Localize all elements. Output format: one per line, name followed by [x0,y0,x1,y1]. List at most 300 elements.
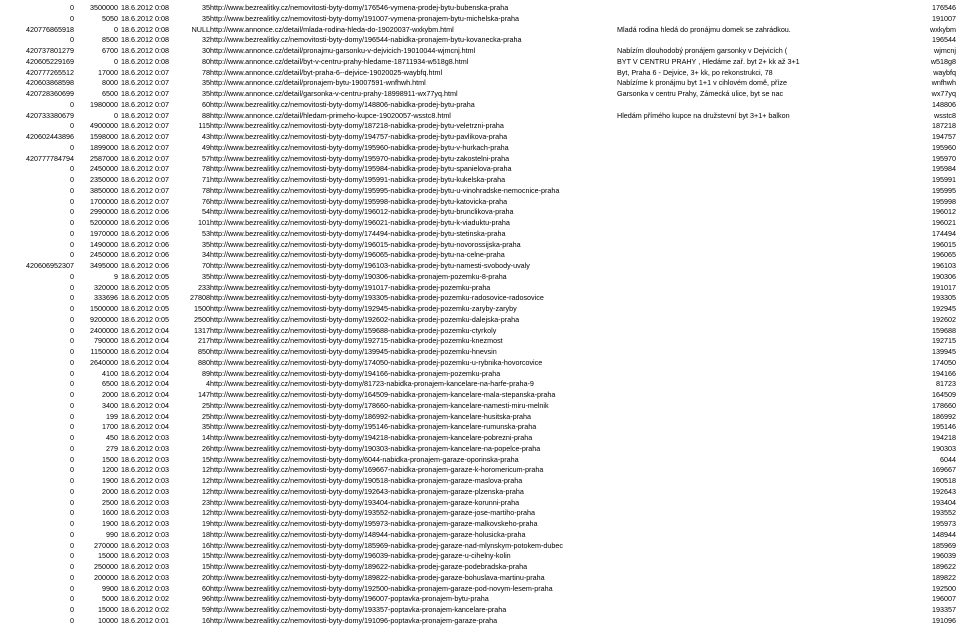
cell-id: wnfhwh [931,78,956,88]
cell-phone: 0 [70,271,74,281]
cell-id: 174494 [932,228,956,238]
cell-area: 26 [202,443,210,453]
cell-id: 196015 [932,239,956,249]
cell-id: 190306 [932,271,956,281]
table-row [0,217,960,228]
cell-url: http://www.bezrealitky.cz/nemovitosti-byty-domy/192715-nabidka-prodej-pozemku-knezmost [210,336,503,346]
cell-url: http://www.bezrealitky.cz/nemovitosti-byty-domy/191007-vymena-pronajem-bytu-michelska-praha [210,13,520,23]
cell-phone: 0 [70,562,74,571]
cell-area: 233 [198,282,210,292]
cell-url: http://www.bezrealitky.cz/nemovitosti-byty-domy/191096-poptavka-pronajem-garaze-praha [210,615,498,625]
cell-description: Hledám přímého kupce na družstevní byt 3+1+ balkon [617,110,790,120]
cell-id: 191007 [932,13,956,23]
table-row [0,185,960,196]
cell-area: 89 [202,368,210,378]
table-row [0,163,960,174]
cell-price: 4100 [102,368,118,378]
cell-phone: 0 [70,476,74,485]
cell-url: http://www.bezrealitky.cz/nemovitosti-byty-domy/192602-nabidka-prodej-pozemku-dalejska-praha [210,314,520,324]
cell-price: 1970000 [90,228,118,238]
cell-url: http://www.bezrealitky.cz/nemovitosti-byty-domy/81723-nabidka-pronajem-kancelare-na-harfe-praha-9 [210,379,534,389]
table-row [0,604,960,615]
cell-url: http://www.bezrealitky.cz/nemovitosti-byty-domy/196065-nabidka-prodej-bytu-na-celne-praha [210,250,505,260]
cell-id: 159688 [932,325,956,335]
cell-date: 18.6.2012 0:05 [121,304,169,313]
cell-date: 18.6.2012 0:04 [121,422,169,432]
cell-date: 18.6.2012 0:03 [121,583,169,593]
table-row [0,303,960,314]
cell-id: 139945 [932,347,956,356]
cell-price: 8500 [102,35,118,45]
cell-url: http://www.bezrealitky.cz/nemovitosti-byty-domy/195973-nabidka-pronajem-garaze-malkovskeho-praha [210,519,538,528]
cell-price: 1500 [102,454,118,464]
cell-phone: 0 [70,239,74,249]
cell-phone: 0 [70,282,74,292]
table-row [0,206,960,217]
cell-date: 18.6.2012 0:08 [121,56,169,66]
cell-url: http://www.bezrealitky.cz/nemovitosti-byty-domy/195998-nabidka-prodej-bytu-katovicka-praha [210,196,508,206]
cell-date: 18.6.2012 0:08 [121,13,169,23]
table-row [0,454,960,465]
cell-area: 15 [202,551,210,561]
cell-area: 115 [198,121,210,131]
cell-area: 850 [198,347,210,356]
cell-date: 18.6.2012 0:07 [121,78,169,88]
cell-id: 191017 [932,282,956,292]
cell-date: 18.6.2012 0:07 [121,67,169,77]
table-row [0,2,960,13]
cell-url: http://www.bezrealitky.cz/nemovitosti-byty-domy/187218-nabidka-prodej-bytu-veletrzni-praha [210,121,504,131]
cell-url: http://www.annonce.cz/detail/hledam-primeho-kupce-19020057-wsstc8.html [210,110,451,120]
cell-date: 18.6.2012 0:02 [121,594,169,604]
cell-phone: 0 [70,3,74,12]
cell-date: 18.6.2012 0:03 [121,572,169,582]
cell-phone: 0 [70,497,74,507]
table-row [0,368,960,379]
cell-date: 18.6.2012 0:06 [121,250,169,260]
cell-date: 18.6.2012 0:02 [121,605,169,614]
cell-url: http://www.annonce.cz/detail/byt-v-centru-prahy-hledame-18711934-w518g8.html [210,56,469,66]
cell-phone: 0 [70,13,74,23]
cell-url: http://www.bezrealitky.cz/nemovitosti-byty-domy/139945-nabidka-prodej-pozemku-hnevsin [210,347,497,356]
cell-date: 18.6.2012 0:04 [121,357,169,367]
cell-price: 5200000 [90,218,118,227]
table-row [0,174,960,185]
cell-date: 18.6.2012 0:08 [121,3,169,12]
cell-area: 35 [202,422,210,432]
cell-url: http://www.bezrealitky.cz/nemovitosti-byty-domy/194166-nabidka-pronajem-pozemku-praha [210,368,501,378]
cell-price: 3400 [102,400,118,410]
cell-url: http://www.bezrealitky.cz/nemovitosti-byty-domy/196015-nabidka-prodej-bytu-novorossijska-praha [210,239,521,249]
cell-url: http://www.bezrealitky.cz/nemovitosti-byty-domy/196039-nabidka-prodej-garaze-u-cihelny-kolin [210,551,511,561]
cell-id: 190303 [932,443,956,453]
cell-area: 43 [202,132,210,141]
table-row [0,314,960,325]
table-row [0,99,960,110]
table-row [0,518,960,529]
cell-price: 17000 [98,67,118,77]
table-row [0,572,960,583]
table-row [0,561,960,572]
table-row [0,615,960,626]
table-row [0,421,960,432]
cell-price: 450 [106,433,118,442]
cell-phone: 420776865918 [26,24,74,34]
table-row [0,45,960,56]
cell-date: 18.6.2012 0:03 [121,486,169,496]
cell-url: http://www.annonce.cz/detail/pronajmu-garsonku-v-dejvicich-19010044-wjmcnj.html [210,46,476,55]
cell-price: 0 [114,24,118,34]
table-row [0,34,960,45]
cell-url: http://www.annonce.cz/detail/byt-praha-6--dejvice-19020025-waybfq.html [210,67,443,77]
cell-area: 19 [202,519,210,528]
table-row [0,56,960,67]
cell-date: 18.6.2012 0:04 [121,390,169,399]
cell-price: 990 [106,529,118,539]
cell-area: 147 [198,390,210,399]
cell-date: 18.6.2012 0:04 [121,411,169,421]
cell-id: 195973 [932,519,956,528]
cell-url: http://www.bezrealitky.cz/nemovitosti-byty-domy/193305-nabidka-prodej-pozemku-radosovice-radosovice [210,293,544,303]
cell-area: 35 [202,13,210,23]
cell-price: 1490000 [90,239,118,249]
cell-phone: 0 [70,400,74,410]
cell-phone: 0 [70,207,74,217]
cell-price: 1980000 [90,99,118,109]
cell-id: 164509 [932,390,956,399]
cell-area: 70 [202,261,210,270]
cell-price: 2000 [102,486,118,496]
cell-id: 81723 [936,379,956,389]
cell-id: 187218 [932,121,956,131]
cell-phone: 420737801279 [26,46,74,55]
cell-date: 18.6.2012 0:08 [121,24,169,34]
cell-phone: 0 [70,218,74,227]
cell-phone: 420602443896 [26,132,74,141]
table-row [0,432,960,443]
cell-price: 1700000 [90,196,118,206]
cell-id: 196103 [932,261,956,270]
cell-area: 96 [202,594,210,604]
cell-phone: 0 [70,572,74,582]
cell-url: http://www.bezrealitky.cz/nemovitosti-byty-domy/195146-nabidka-pronajem-kancelare-rumunska-praha [210,422,537,432]
cell-id: 189822 [932,572,956,582]
cell-area: 2500 [194,314,210,324]
cell-date: 18.6.2012 0:04 [121,325,169,335]
cell-price: 1150000 [90,347,118,356]
cell-price: 2587000 [90,153,118,163]
cell-area: 71 [202,175,210,184]
cell-price: 333696 [94,293,118,303]
cell-price: 2000 [102,390,118,399]
cell-price: 2450000 [90,164,118,174]
table-row [0,249,960,260]
cell-date: 18.6.2012 0:03 [121,454,169,464]
cell-id: 192643 [932,486,956,496]
cell-phone: 0 [70,250,74,260]
cell-url: http://www.bezrealitky.cz/nemovitosti-byty-domy/195984-nabidka-prodej-bytu-spanielova-praha [210,164,512,174]
cell-id: 6044 [940,454,956,464]
cell-date: 18.6.2012 0:07 [121,175,169,184]
cell-price: 1200 [102,465,118,475]
cell-area: 27808 [190,293,210,303]
cell-id: 193357 [932,605,956,614]
cell-id: 169667 [932,465,956,475]
cell-id: 195995 [932,185,956,195]
cell-price: 6500 [102,379,118,389]
cell-id: 194218 [932,433,956,442]
cell-price: 9900 [102,583,118,593]
cell-price: 2500 [102,497,118,507]
cell-price: 0 [114,110,118,120]
table-row [0,411,960,422]
cell-date: 18.6.2012 0:05 [121,293,169,303]
cell-description: Garsonka v centru Prahy, Zámecká ulice, byt se nac [617,89,784,98]
cell-url: http://www.annonce.cz/detail/mlada-rodina-hleda-do-19020037-wxkybm.html [210,24,454,34]
cell-id: 196012 [932,207,956,217]
cell-date: 18.6.2012 0:03 [121,562,169,571]
table-row [0,357,960,368]
cell-id: 196544 [932,35,956,45]
cell-area: 49 [202,142,210,152]
cell-date: 18.6.2012 0:07 [121,185,169,195]
cell-id: 193305 [932,293,956,303]
cell-id: 192602 [932,314,956,324]
cell-date: 18.6.2012 0:08 [121,35,169,45]
cell-id: 192715 [932,336,956,346]
table-row [0,239,960,250]
cell-id: 148944 [932,529,956,539]
cell-date: 18.6.2012 0:07 [121,142,169,152]
cell-url: http://www.bezrealitky.cz/nemovitosti-byty-domy/190306-nabidka-pronajem-pozemku-8-praha [210,271,507,281]
cell-phone: 420605229169 [26,56,74,66]
cell-phone: 0 [70,551,74,561]
cell-area: 23 [202,497,210,507]
cell-area: 12 [202,465,210,475]
table-row [0,497,960,508]
cell-phone: 0 [70,99,74,109]
cell-phone: 0 [70,185,74,195]
cell-price: 9 [114,271,118,281]
cell-phone: 0 [70,583,74,593]
cell-area: 16 [202,540,210,550]
cell-url: http://www.annonce.cz/detail/garsonka-v-centru-prahy-18998911-wx77yq.html [210,89,458,98]
cell-date: 18.6.2012 0:07 [121,99,169,109]
cell-price: 2400000 [90,325,118,335]
cell-price: 15000 [98,551,118,561]
cell-id: 193404 [932,497,956,507]
cell-price: 3850000 [90,185,118,195]
cell-date: 18.6.2012 0:04 [121,368,169,378]
cell-date: 18.6.2012 0:04 [121,347,169,356]
table-row [0,88,960,99]
cell-area: 25 [202,400,210,410]
cell-date: 18.6.2012 0:07 [121,132,169,141]
cell-description: Nabízím dlouhodobý pronájem garsonky v Dejvicích ( [617,46,788,55]
cell-area: NULL [191,24,210,34]
cell-id: wx77yq [931,89,956,98]
cell-area: 15 [202,454,210,464]
cell-phone: 0 [70,465,74,475]
cell-date: 18.6.2012 0:04 [121,379,169,389]
cell-phone: 0 [70,379,74,389]
cell-date: 18.6.2012 0:06 [121,228,169,238]
cell-area: 4 [206,379,210,389]
cell-date: 18.6.2012 0:07 [121,153,169,163]
cell-area: 78 [202,67,210,77]
cell-area: 35 [202,78,210,88]
cell-phone: 420777784794 [26,153,74,163]
table-row [0,142,960,153]
cell-price: 4900000 [90,121,118,131]
cell-url: http://www.bezrealitky.cz/nemovitosti-byty-domy/189822-nabidka-prodej-garaze-bohuslava-martinu-praha [210,572,545,582]
cell-price: 2640000 [90,357,118,367]
cell-url: http://www.bezrealitky.cz/nemovitosti-byty-domy/196544-nabidka-pronajem-bytu-kovanecka-praha [210,35,522,45]
cell-id: 195998 [932,196,956,206]
cell-area: 880 [198,357,210,367]
cell-date: 18.6.2012 0:04 [121,400,169,410]
cell-area: 80 [202,56,210,66]
cell-phone: 0 [70,605,74,614]
cell-area: 30 [202,46,210,55]
cell-area: 35 [202,239,210,249]
cell-price: 1600 [102,508,118,518]
cell-price: 250000 [94,562,118,571]
table-row [0,131,960,142]
cell-price: 1899000 [90,142,118,152]
cell-phone: 0 [70,433,74,442]
cell-phone: 0 [70,454,74,464]
cell-url: http://www.bezrealitky.cz/nemovitosti-byty-domy/148944-nabidka-pronajem-garaze-holusicka-praha [210,529,526,539]
cell-id: 194166 [932,368,956,378]
cell-url: http://www.bezrealitky.cz/nemovitosti-byty-domy/196021-nabidka-prodej-bytu-k-viaduktu-praha [210,218,510,227]
cell-date: 18.6.2012 0:01 [121,615,169,625]
cell-id: 148806 [932,99,956,109]
cell-date: 18.6.2012 0:03 [121,529,169,539]
table-row [0,507,960,518]
table-row [0,593,960,604]
table-row [0,282,960,293]
cell-url: http://www.bezrealitky.cz/nemovitosti-byty-domy/193404-nabidka-pronajem-garaze-korunni-praha [210,497,520,507]
cell-date: 18.6.2012 0:03 [121,540,169,550]
cell-phone: 0 [70,121,74,131]
table-row [0,443,960,454]
cell-area: 1317 [194,325,210,335]
cell-price: 200000 [94,572,118,582]
cell-url: http://www.bezrealitky.cz/nemovitosti-byty-domy/190303-nabidka-pronajem-kancelare-na-popelce-praha [210,443,541,453]
cell-url: http://www.bezrealitky.cz/nemovitosti-byty-domy/176546-vymena-prodej-bytu-bubenska-praha [210,3,509,12]
cell-phone: 0 [70,314,74,324]
cell-url: http://www.bezrealitky.cz/nemovitosti-byty-domy/186992-nabidka-pronajem-kancelare-husitska-praha [210,411,532,421]
cell-price: 8000 [102,78,118,88]
table-row [0,77,960,88]
cell-id: 191096 [932,615,956,625]
cell-phone: 0 [70,390,74,399]
cell-price: 6700 [102,46,118,55]
cell-area: 12 [202,508,210,518]
table-row [0,325,960,336]
cell-url: http://www.bezrealitky.cz/nemovitosti-byty-domy/174050-nabidka-prodej-pozemku-u-rybnika-hovorcovice [210,357,543,367]
cell-area: 60 [202,583,210,593]
cell-price: 10000 [98,615,118,625]
cell-id: wjmcnj [934,46,956,55]
cell-price: 279 [106,443,118,453]
cell-area: 16 [202,615,210,625]
cell-url: http://www.bezrealitky.cz/nemovitosti-byty-domy/159688-nabidka-prodej-pozemku-ctyrkoly [210,325,497,335]
cell-area: 60 [202,99,210,109]
cell-area: 12 [202,476,210,485]
cell-url: http://www.bezrealitky.cz/nemovitosti-byty-domy/192500-nabidka-pronajem-garaze-pod-novym-lesem-praha [210,583,553,593]
cell-id: 174050 [932,357,956,367]
cell-id: 178660 [932,400,956,410]
cell-price: 5000 [102,594,118,604]
table-row [0,400,960,411]
cell-area: 34 [202,250,210,260]
table-row [0,378,960,389]
cell-area: 59 [202,605,210,614]
table-row [0,550,960,561]
cell-id: 195991 [932,175,956,184]
cell-area: 12 [202,486,210,496]
cell-url: http://www.bezrealitky.cz/nemovitosti-byty-domy/194218-nabidka-pronajem-kancelare-pobrezni-praha [210,433,533,442]
cell-date: 18.6.2012 0:03 [121,443,169,453]
cell-date: 18.6.2012 0:05 [121,271,169,281]
cell-url: http://www.bezrealitky.cz/nemovitosti-byty-domy/174494-nabidka-prodej-bytu-stetinska-praha [210,228,506,238]
cell-area: 54 [202,207,210,217]
cell-phone: 0 [70,368,74,378]
cell-price: 1598000 [90,132,118,141]
cell-url: http://www.bezrealitky.cz/nemovitosti-byty-domy/192643-nabidka-pronajem-garaze-plzenska-praha [210,486,524,496]
table-row [0,153,960,164]
cell-date: 18.6.2012 0:07 [121,164,169,174]
cell-id: 194757 [932,132,956,141]
cell-phone: 0 [70,519,74,528]
cell-id: 186992 [932,411,956,421]
cell-area: 25 [202,411,210,421]
cell-id: waybfq [933,67,956,77]
cell-description: Nabízíme k pronájmu byt 1+1 v cihlovém domě, příze [617,78,787,88]
cell-price: 3500000 [90,3,118,12]
cell-area: 88 [202,110,210,120]
table-row [0,228,960,239]
cell-price: 3495000 [90,261,118,270]
cell-date: 18.6.2012 0:06 [121,207,169,217]
cell-url: http://www.bezrealitky.cz/nemovitosti-byty-domy/193552-nabidka-pronajem-garaze-jose-martiho-praha [210,508,536,518]
cell-price: 0 [114,56,118,66]
cell-url: http://www.bezrealitky.cz/nemovitosti-byty-domy/196007-poptavka-pronajem-bytu-praha [210,594,489,604]
cell-url: http://www.bezrealitky.cz/nemovitosti-byty-domy/185969-nabidka-prodej-garaze-nad-mlynskym-potokem-dubec [210,540,564,550]
cell-date: 18.6.2012 0:03 [121,551,169,561]
cell-date: 18.6.2012 0:03 [121,508,169,518]
cell-url: http://www.bezrealitky.cz/nemovitosti-byty-domy/164509-nabidka-pronajem-kancelare-mala-stepanska-praha [210,390,556,399]
cell-phone: 0 [70,357,74,367]
table-row [0,67,960,78]
cell-url: http://www.bezrealitky.cz/nemovitosti-byty-domy/178660-nabidka-pronajem-kancelare-namesti-miru-melnik [210,400,549,410]
cell-id: 195984 [932,164,956,174]
cell-phone: 0 [70,422,74,432]
cell-id: 189622 [932,562,956,571]
cell-price: 270000 [94,540,118,550]
cell-area: 76 [202,196,210,206]
table-row [0,464,960,475]
cell-price: 1900 [102,519,118,528]
cell-phone: 420733380679 [26,110,74,120]
cell-price: 790000 [94,336,118,346]
cell-price: 1900 [102,476,118,485]
cell-area: 35 [202,89,210,98]
cell-id: 195960 [932,142,956,152]
cell-url: http://www.bezrealitky.cz/nemovitosti-byty-domy/193357-poptavka-pronajem-kancelare-praha [210,605,507,614]
